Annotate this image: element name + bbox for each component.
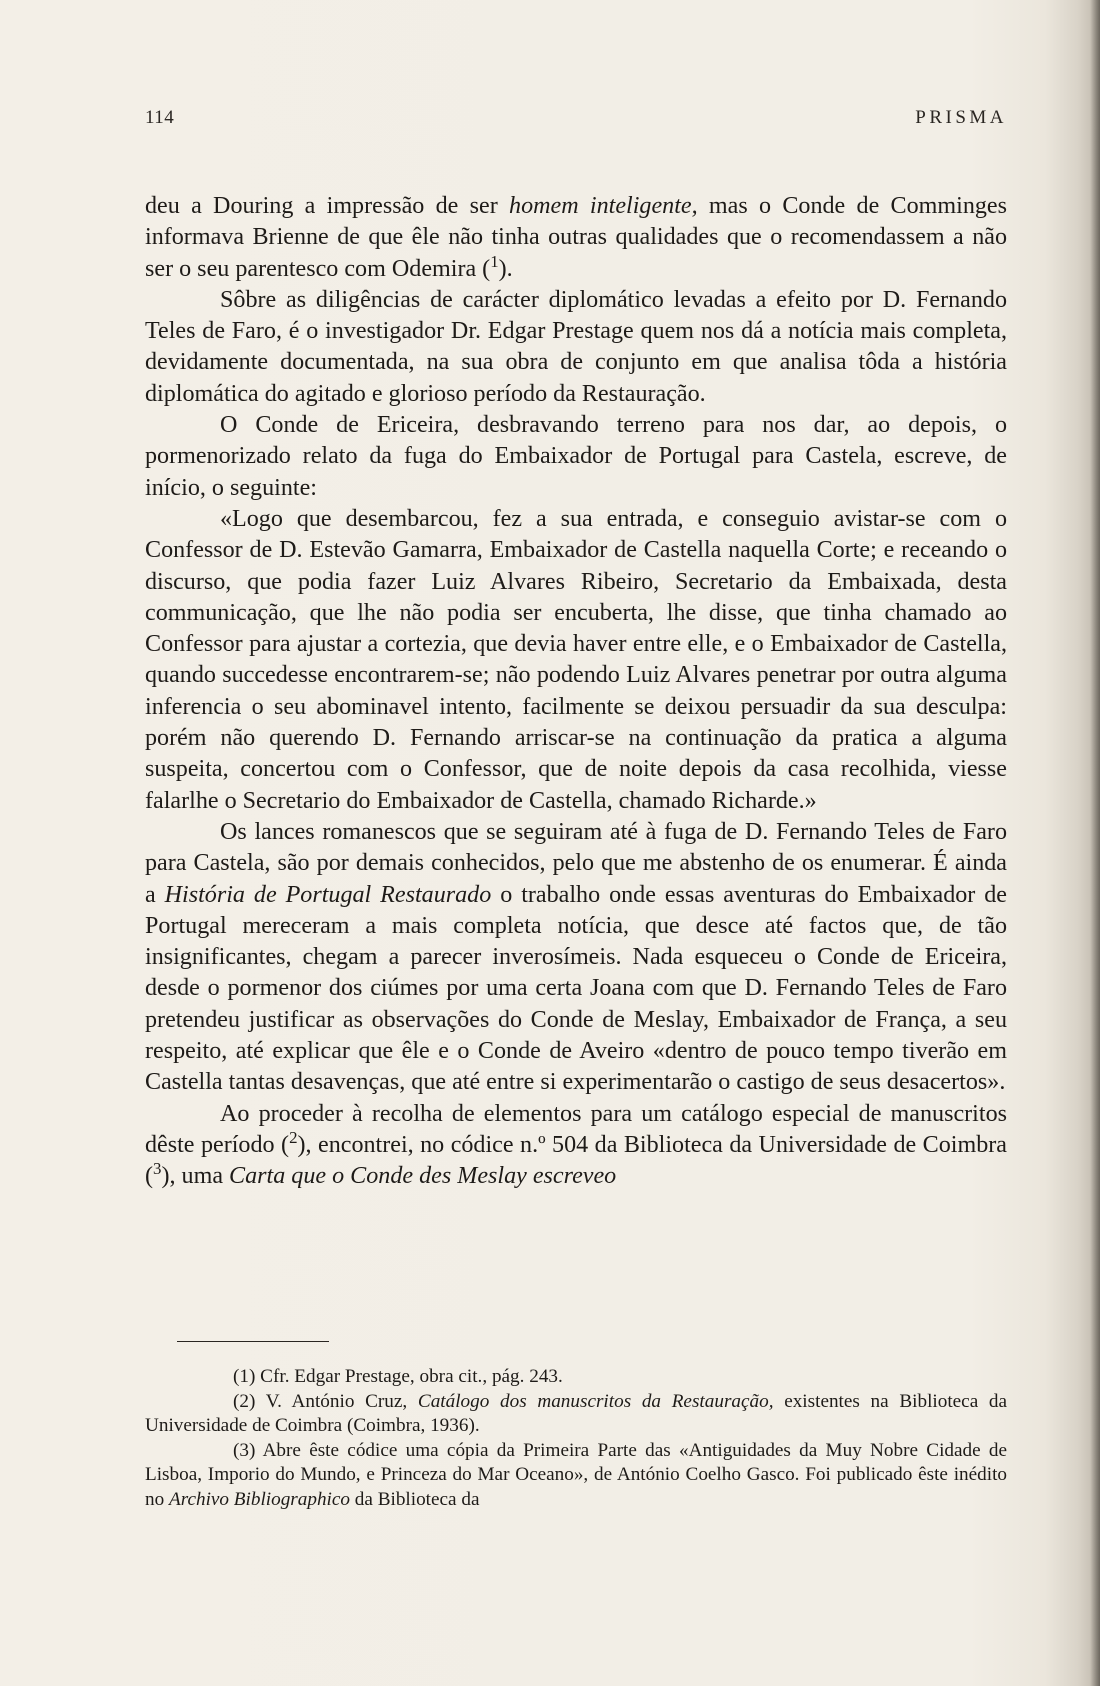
text-run: (2) V. António Cruz,	[233, 1390, 418, 1412]
text-run: (3) Abre êste códice uma cópia da Primeira Parte das «Antiguidades da Muy Nobre Cidade de Lisboa, Imporio do Mundo, e Princeza do Mar Oceano», de António Coelho Gasco. Foi publicado êste inédito no	[145, 1439, 1007, 1510]
running-header	[145, 107, 1007, 137]
text-run: ), encontrei, no códice n.º 504 da Biblioteca da Universidade de Coimbra (	[145, 1131, 1007, 1190]
footnote	[145, 1439, 1007, 1513]
footnote	[145, 1390, 1007, 1439]
paragraph	[145, 1099, 1007, 1193]
italic-title: Archivo Bibliographico	[168, 1488, 350, 1510]
text-run: «Logo que desembarcou, fez a sua entrada, e conseguio avistar-se com o Confessor de D. Estevão Gamarra, Embaixador de Castella naquella Corte; e receando o discurso, que podia fazer Luiz Alvares Ribeiro, Secretario da Embaixada, desta communicação, que lhe não podia ser encuberta, lhe disse, que tinha chamado ao Confessor para ajustar a cortezia, que devia haver entre elle, e o Embaixador de Castella, quando succedesse encontrarem-se; não podendo Luiz Alvares penetrar por outra alguma inferencia o seu abominavel intento, facilmente se deixou persuadir da sua desculpa: porém não querendo D. Fernando arriscar-se na continuação da pratica a alguma suspeita, concertou com o Confessor, que de noite depois da casa recolhida, viesse falarlhe o Secretario do Embaixador de Castella, chamado Richarde.»	[145, 505, 1007, 814]
paragraph	[145, 410, 1007, 504]
text-run: (1) Cfr. Edgar Prestage, obra cit., pág. 243.	[233, 1366, 563, 1387]
footnote-separator	[177, 1341, 329, 1342]
italic-title: Catálogo dos manuscritos da Restauração,	[417, 1390, 774, 1412]
footnote-ref: 1	[490, 251, 499, 271]
body-text	[145, 191, 1007, 1193]
text-run: existentes na Biblioteca da Universidade de Coimbra (Coimbra, 1936).	[145, 1390, 1008, 1437]
italic-title: História de Portugal Restaurado	[164, 881, 492, 908]
page-edge-shadow	[1090, 0, 1100, 1686]
text-run: O Conde de Ericeira, desbravando terreno para nos dar, ao depois, o pormenorizado relato da fuga do Embaixador de Portugal para Castela, escreve, de início, o seguinte:	[145, 412, 1007, 501]
paragraph	[145, 285, 1007, 410]
running-title: PRISMA	[915, 107, 1007, 128]
text-run: ).	[498, 255, 513, 282]
footnote-ref: 3	[153, 1159, 162, 1179]
italic-title: Carta que o Conde des Meslay escreveo	[229, 1163, 617, 1190]
text-run: deu a Douring a impressão de ser	[145, 193, 510, 219]
footnote	[145, 1365, 1007, 1390]
text-run: da Biblioteca da	[350, 1488, 480, 1510]
page-number: 114	[145, 107, 175, 128]
text-run: Sôbre as diligências de carácter diplomático levadas a efeito por D. Fernando Teles de Faro, é o investigador Dr. Edgar Prestage quem nos dá a notícia mais completa, devidamente documentada, na sua obra de conjunto em que analisa tôda a história diplomática do agitado e glorioso período da Restauração.	[145, 286, 1007, 407]
text-run: mas o Conde de Comminges informava Brienne de que êle não tinha outras qualidades que o recomendassem a não ser o seu parentesco com Odemira (	[145, 193, 1008, 282]
paragraph	[145, 817, 1007, 1099]
text-run: ), uma	[161, 1163, 230, 1190]
text-run: Os lances romanescos que se seguiram até à fuga de D. Fernando Teles de Faro para Castela, são por demais conhecidos, pelo que me abstenho de os enumerar. É ainda a	[145, 818, 1007, 908]
footnote-ref: 2	[289, 1127, 298, 1147]
text-run: o trabalho onde essas aventuras do Embaixador de Portugal mereceram a mais completa notícia, que desce até factos que, de tão insignificantes, chegam a parecer inverosímeis. Nada esqueceu o Conde de Ericeira, desde o pormenor dos ciúmes por uma certa Joana com que D. Fernando Teles de Faro pretendeu justificar as observações do Conde de Meslay, Embaixador de França, a seu respeito, até explicar que êle e o Conde de Aveiro «dentro de pouco tempo tiverão em Castella tantas desavenças, que até entre si experimentarão o castigo de seus desacertos».	[145, 881, 1008, 1096]
paragraph	[145, 191, 1007, 285]
italic-title: homem inteligente,	[509, 193, 698, 219]
text-run: Ao proceder à recolha de elementos para um catálogo especial de manuscritos dêste período (	[145, 1100, 1007, 1158]
footnotes	[145, 1365, 1007, 1513]
paragraph	[145, 504, 1007, 817]
